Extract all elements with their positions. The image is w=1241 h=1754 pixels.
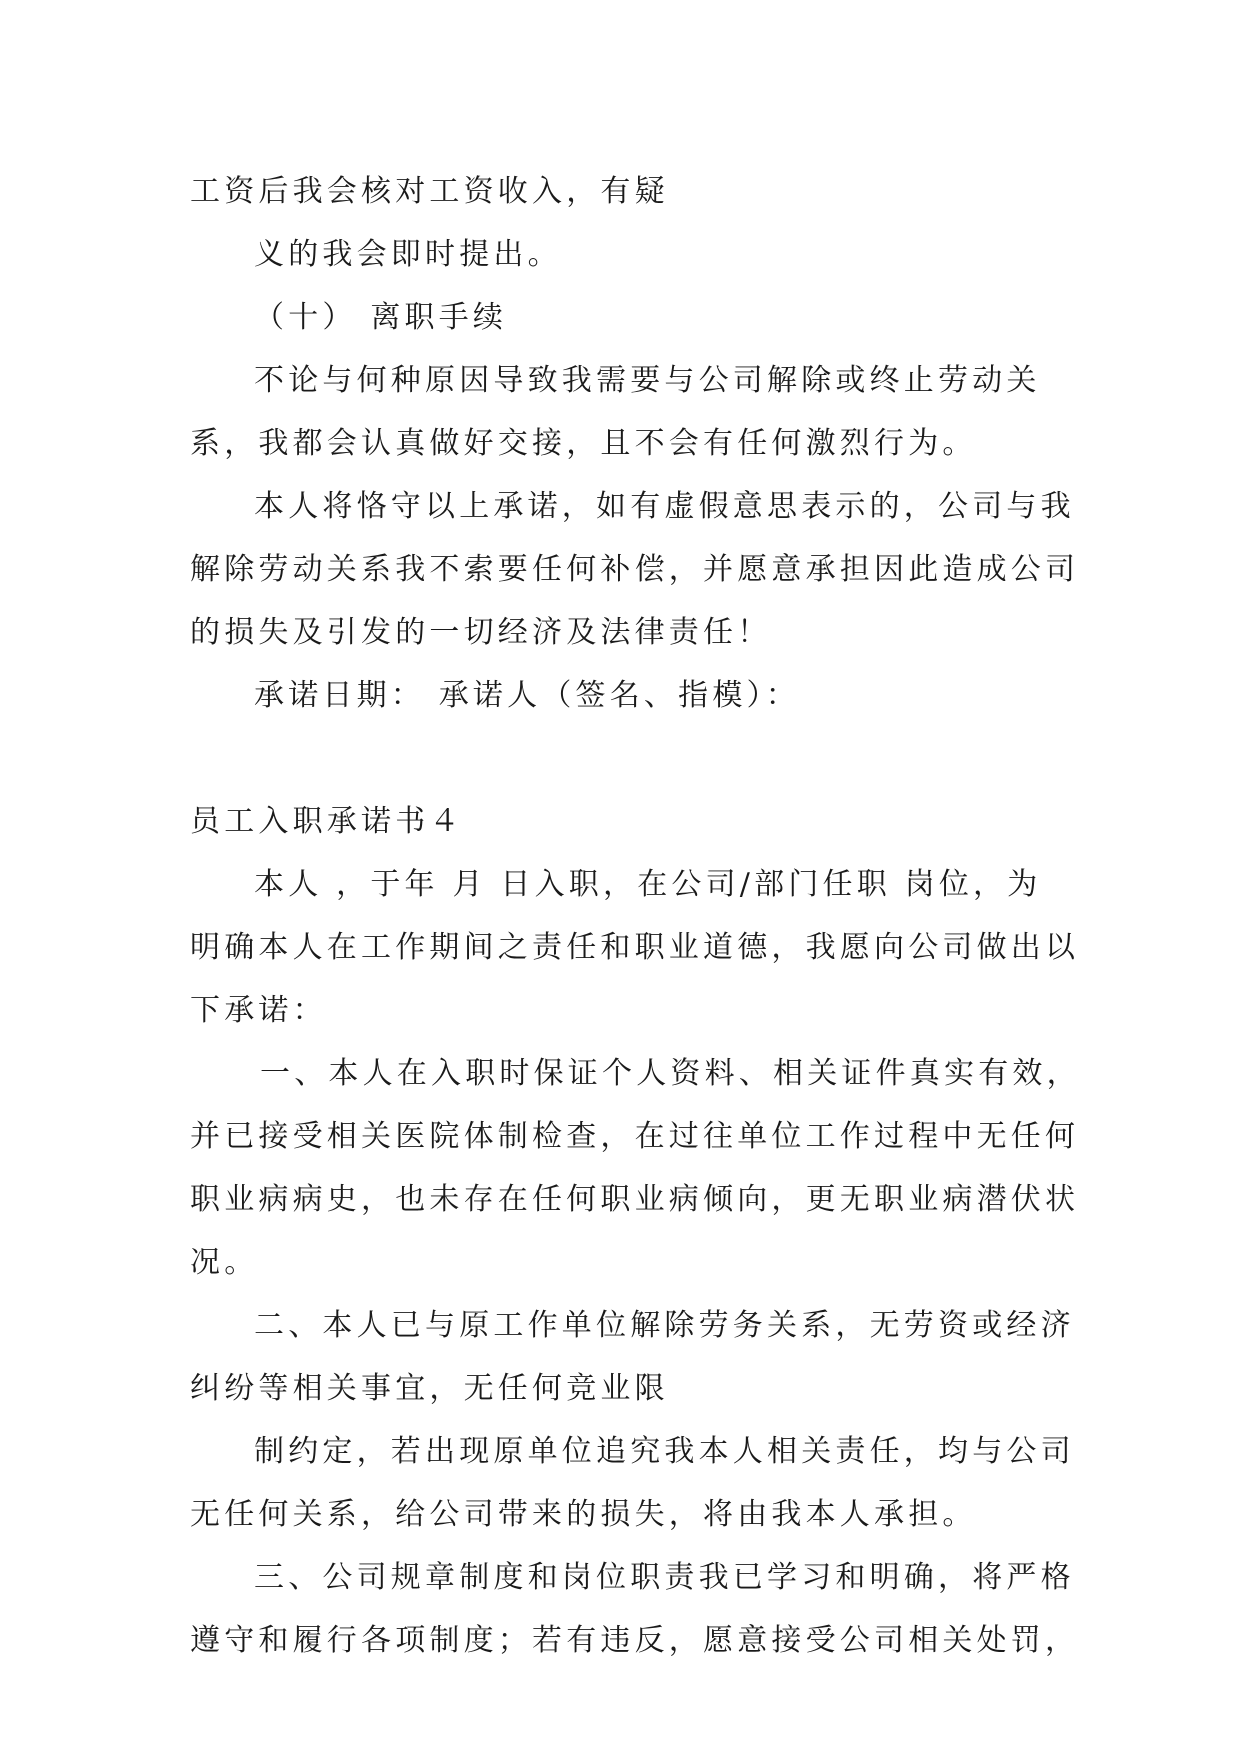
text-line: 无任何关系，给公司带来的损失，将由我本人承担。 [190, 1497, 977, 1532]
text-line: 工资后我会核对工资收入，有疑 [190, 174, 669, 209]
text-line: 系，我都会认真做好交接，且不会有任何激烈行为。 [190, 426, 977, 461]
text-line: 三、公司规章制度和岗位职责我已学习和明确，将严格 [254, 1560, 1075, 1595]
text-line: 解除劳动关系我不索要任何补偿，并愿意承担因此造成公司 [190, 552, 1080, 587]
text-line: 况。 [190, 1245, 259, 1280]
text-line: 并已接受相关医院体制检查，在过往单位工作过程中无任何 [190, 1119, 1080, 1154]
text-line: 义的我会即时提出。 [254, 237, 562, 272]
document-title: 员工入职承诺书４ [190, 804, 464, 839]
text-line: 明确本人在工作期间之责任和职业道德，我愿向公司做出以 [190, 930, 1080, 965]
text-line: 职业病病史，也未存在任何职业病倾向，更无职业病潜伏状 [190, 1182, 1080, 1217]
text-line: 下承诺： [190, 993, 327, 1028]
document-body [190, 160, 1081, 1672]
text-line: 制约定，若出现原单位追究我本人相关责任，均与公司 [254, 1434, 1075, 1469]
text-line: 不论与何种原因导致我需要与公司解除或终止劳动关 [254, 363, 1041, 398]
spacer [190, 727, 1060, 790]
text-line: 遵守和履行各项制度；若有违反，愿意接受公司相关处罚， [190, 1623, 1080, 1658]
text-line: 一、本人在入职时保证个人资料、相关证件真实有效， [260, 1056, 1081, 1091]
text-line: 本人 ，于年 月 日入职，在公司/部门任职 岗位，为 [254, 867, 1042, 902]
text-line: 的损失及引发的一切经济及法律责任！ [190, 615, 772, 650]
text-line: 本人将恪守以上承诺，如有虚假意思表示的，公司与我 [254, 489, 1075, 524]
signature-line: 承诺日期： 承诺人（签名、指模）： [254, 678, 800, 713]
text-line: 纠纷等相关事宜，无任何竞业限 [190, 1371, 669, 1406]
text-line: 二、本人已与原工作单位解除劳务关系，无劳资或经济 [254, 1308, 1075, 1343]
section-heading: （十） 离职手续 [254, 300, 508, 335]
